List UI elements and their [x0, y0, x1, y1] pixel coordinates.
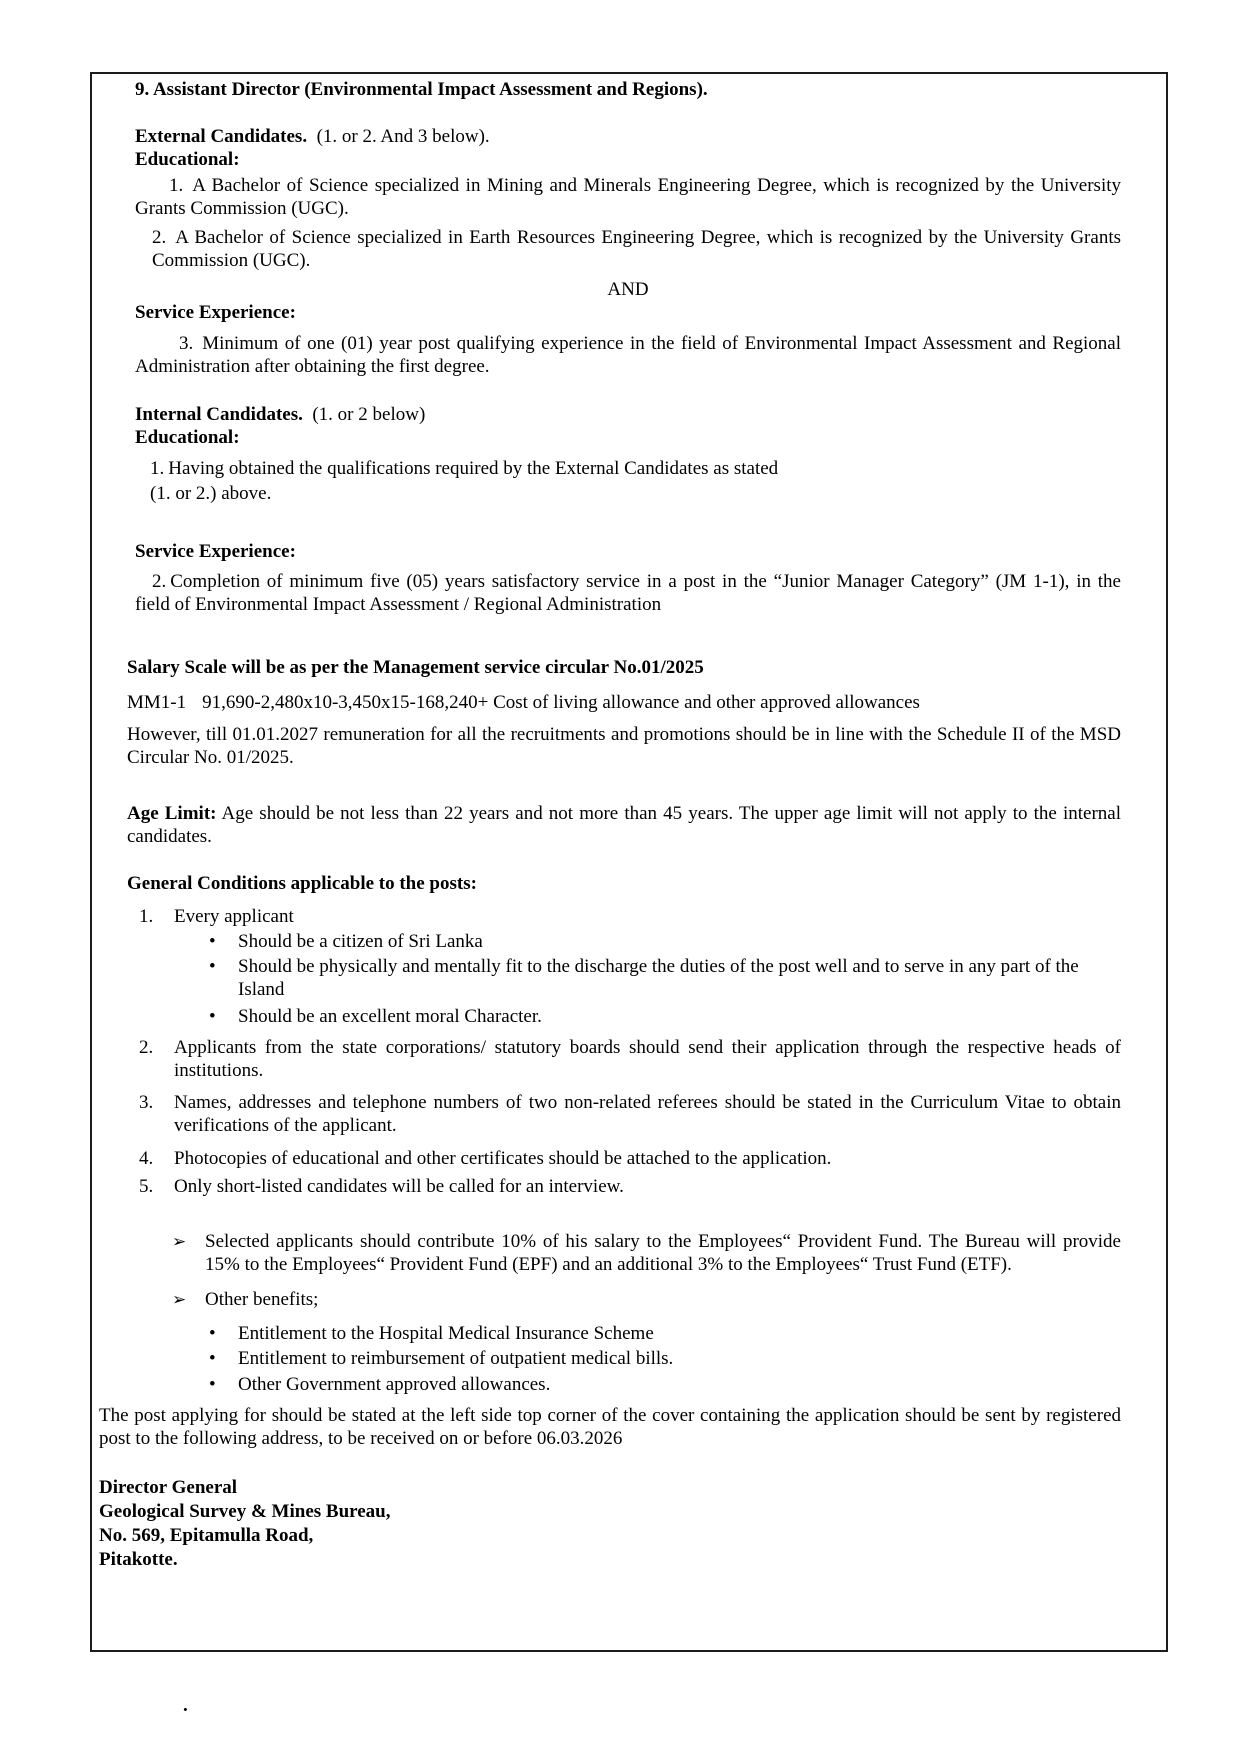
item-text: Minimum of one (01) year post qualifying experience in the field of Environmental Impact Assessment and Regional Administration after obtaining the first degree.	[135, 333, 1121, 377]
item-number: 2.	[139, 1037, 154, 1058]
postal-address-block	[99, 1476, 1121, 1572]
item-number: 5.	[139, 1176, 154, 1197]
arrow-bullet-icon: ➢	[172, 1290, 187, 1309]
benefit-insurance	[209, 1322, 1121, 1345]
arrow-item-text: Selected applicants should contribute 10% of his salary to the Employees“ Provident Fund. The Bureau will provide 15% to the Employees“ Provident Fund (EPF) and an additional 3% to the Employees“ Trust Fund (ETF).	[205, 1231, 1121, 1275]
benefit-outpatient	[209, 1347, 1121, 1370]
address-city: Pitakotte.	[99, 1549, 178, 1570]
bullet-text: Entitlement to reimbursement of outpatient medical bills.	[238, 1348, 674, 1369]
epf-contribution-item	[172, 1230, 1121, 1276]
item-number: 2.	[152, 227, 167, 248]
external-educational-label: Educational:	[135, 149, 240, 170]
item-text: Names, addresses and telephone numbers of two non-related referees should be stated in the Curriculum Vitae to obtain verifications of the applicant.	[174, 1092, 1121, 1136]
bullet-icon: •	[209, 1006, 216, 1027]
item-number: 3.	[139, 1092, 154, 1113]
item-number: 4.	[139, 1148, 154, 1169]
internal-educational-label: Educational:	[135, 427, 240, 448]
bullet-icon: •	[209, 1323, 216, 1344]
document-border-box	[90, 72, 1168, 1652]
arrow-bullet-icon: ➢	[172, 1232, 187, 1251]
salary-scale-code: MM1-1	[127, 692, 187, 713]
general-conditions-heading: General Conditions applicable to the posts:	[127, 873, 477, 894]
internal-service-label: Service Experience:	[135, 541, 296, 562]
stray-period-mark: .	[183, 1695, 188, 1716]
external-candidates-suffix: (1. or 2. And 3 below).	[316, 126, 490, 147]
bullet-citizen	[209, 930, 1121, 953]
bullet-fitness	[209, 955, 1121, 1001]
internal-candidates-suffix: (1. or 2 below)	[312, 404, 426, 425]
item-text: Having obtained the qualifications required by the External Candidates as stated	[168, 458, 779, 479]
external-candidates-title	[135, 125, 1121, 148]
salary-note: However, till 01.01.2027 remuneration for all the recruitments and promotions should be in line with the Schedule II of the MSD Circular No. 01/2025.	[127, 724, 1121, 768]
general-condition-4	[135, 1147, 1121, 1170]
item-text: Photocopies of educational and other certificates should be attached to the application.	[174, 1148, 832, 1169]
age-limit-label: Age Limit:	[127, 803, 217, 824]
internal-edu-item-1	[150, 456, 1121, 506]
item-text: Applicants from the state corporations/ statutory boards should send their application through the respective heads of institutions.	[174, 1037, 1121, 1081]
bullet-icon: •	[209, 1374, 216, 1395]
internal-candidates-title	[135, 403, 1121, 426]
bullet-text: Should be an excellent moral Character.	[238, 1006, 542, 1027]
general-condition-2	[135, 1036, 1121, 1082]
address-street: No. 569, Epitamulla Road,	[99, 1525, 314, 1546]
bullet-icon: •	[209, 931, 216, 952]
external-service-label: Service Experience:	[135, 302, 296, 323]
address-organization: Geological Survey & Mines Bureau,	[99, 1501, 391, 1522]
item-number: 3.	[179, 333, 194, 354]
age-limit-text: Age should be not less than 22 years and not more than 45 years. The upper age limit will not apply to the internal candidates.	[127, 803, 1121, 847]
address-title: Director General	[99, 1477, 238, 1498]
bullet-text: Should be physically and mentally fit to the discharge the duties of the post well and to serve in any part of the Island	[238, 956, 1079, 1000]
external-candidates-label: External Candidates.	[135, 126, 308, 147]
external-edu-item-2	[152, 226, 1121, 272]
item-number: 1.	[139, 906, 154, 927]
item-text: Only short-listed candidates will be called for an interview.	[174, 1176, 624, 1197]
external-service-item-3	[135, 332, 1121, 378]
bullet-text: Entitlement to the Hospital Medical Insurance Scheme	[238, 1323, 654, 1344]
item-number: 2.	[152, 571, 167, 592]
item-text: A Bachelor of Science specialized in Earth Resources Engineering Degree, which is recognized by the University Grants Commission (UGC).	[152, 227, 1121, 271]
salary-scale-line	[127, 691, 1121, 714]
internal-candidates-label: Internal Candidates.	[135, 404, 303, 425]
item-line-1	[150, 456, 1121, 481]
item-number: 1.	[169, 175, 184, 196]
bullet-character	[209, 1005, 1121, 1028]
post-heading: 9. Assistant Director (Environmental Impact Assessment and Regions).	[135, 79, 708, 100]
bullet-text: Should be a citizen of Sri Lanka	[238, 931, 483, 952]
item-text: Completion of minimum five (05) years satisfactory service in a post in the “Junior Manager Category” (JM 1-1), in the field of Environmental Impact Assessment / Regional Administration	[135, 571, 1121, 615]
arrow-item-text: Other benefits;	[205, 1289, 319, 1310]
salary-section	[127, 656, 1121, 895]
internal-service-item-2	[135, 570, 1121, 616]
salary-heading: Salary Scale will be as per the Management service circular No.01/2025	[127, 657, 704, 678]
item-number: 1.	[150, 458, 165, 479]
item-text: A Bachelor of Science specialized in Mining and Minerals Engineering Degree, which is recognized by the University Grants Commission (UGC).	[135, 175, 1121, 219]
bullet-icon: •	[209, 1348, 216, 1369]
benefit-allowances	[209, 1373, 1121, 1396]
general-condition-3	[135, 1091, 1121, 1137]
closing-instructions: The post applying for should be stated at the left side top corner of the cover containing the application should be sent by registered post to the following address, to be received on or before 06.03.2026	[99, 1405, 1121, 1449]
general-condition-5	[135, 1175, 1121, 1198]
other-benefits-item	[172, 1288, 1121, 1311]
external-edu-item-1	[135, 174, 1121, 220]
age-limit-paragraph	[127, 802, 1121, 848]
and-separator: AND	[607, 279, 649, 300]
salary-scale-value: 91,690-2,480x10-3,450x15-168,240+ Cost of living allowance and other approved allowances	[202, 692, 920, 713]
bullet-text: Other Government approved allowances.	[238, 1374, 551, 1395]
general-condition-1	[135, 905, 1121, 928]
item-text: Every applicant	[174, 906, 294, 927]
bullet-icon: •	[209, 956, 216, 977]
item-line-2: (1. or 2.) above.	[150, 483, 272, 504]
